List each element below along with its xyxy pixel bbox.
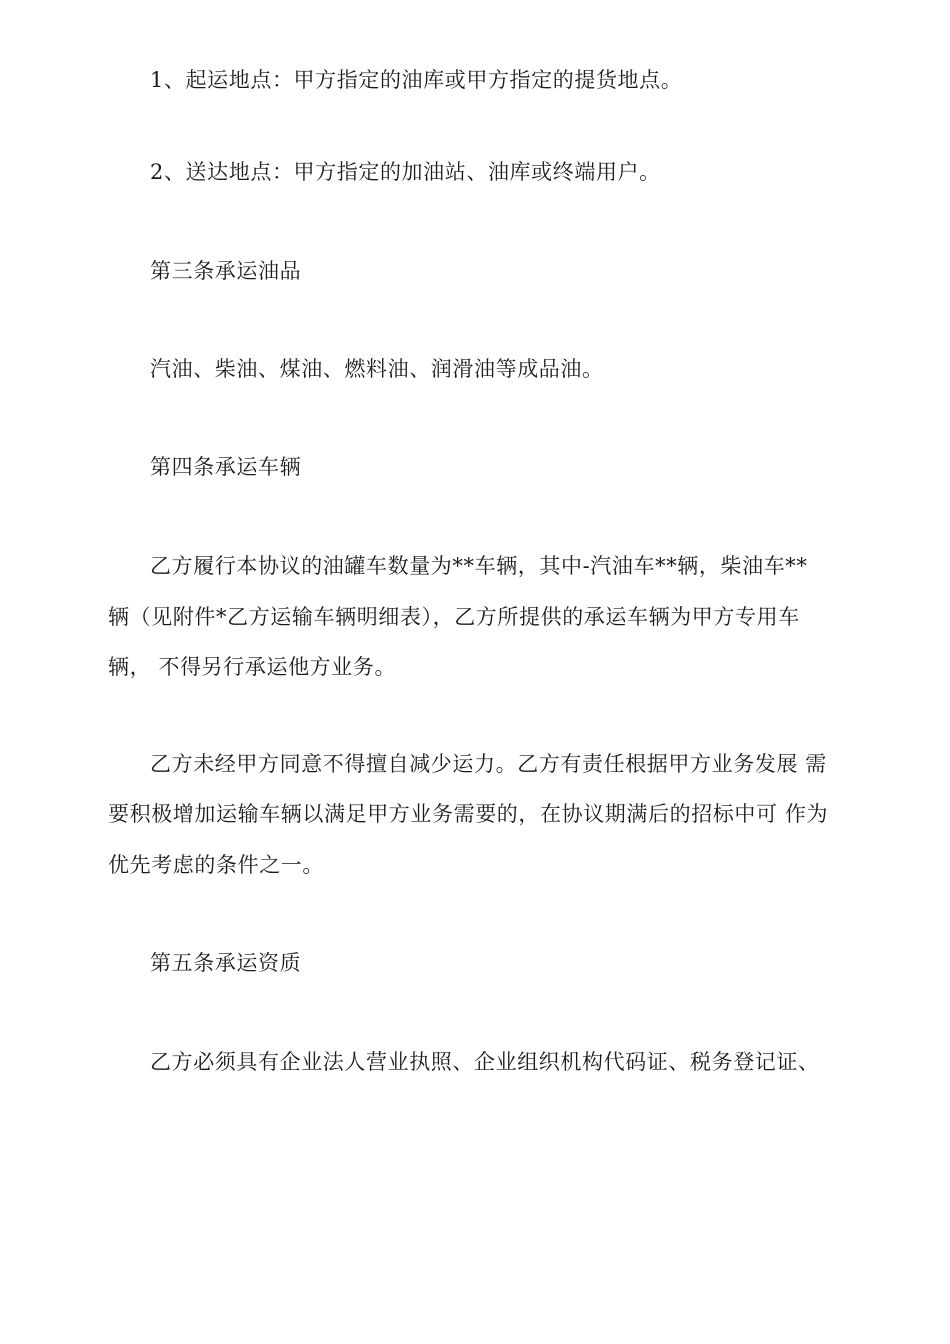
article-4-heading: 第四条承运车辆	[150, 455, 302, 479]
article-5-heading: 第五条承运资质	[150, 951, 302, 975]
article-5-body-line-1: 乙方必须具有企业法人营业执照、企业组织机构代码证、税务登记证、	[150, 1050, 820, 1074]
article-4-paragraph-2-line-3: 优先考虑的条件之一。	[108, 853, 324, 877]
article-4-paragraph-1-line-2: 辆（见附件*乙方运输车辆明细表），乙方所提供的承运车辆为甲方专用车	[108, 605, 800, 629]
clause-origin-location: 1、起运地点：甲方指定的油库或甲方指定的提货地点。	[150, 68, 683, 92]
article-4-paragraph-1-line-1: 乙方履行本协议的油罐车数量为**车辆，其中-汽油车**辆，柴油车**	[150, 554, 808, 578]
clause-destination-location: 2、送达地点：甲方指定的加油站、油库或终端用户。	[150, 160, 661, 184]
article-4-paragraph-1-line-3: 辆， 不得另行承运他方业务。	[108, 655, 397, 679]
article-3-heading: 第三条承运油品	[150, 259, 302, 283]
article-4-paragraph-2-line-1: 乙方未经甲方同意不得擅自减少运力。乙方有责任根据甲方业务发展 需	[150, 752, 827, 776]
article-3-body: 汽油、柴油、煤油、燃料油、润滑油等成品油。	[150, 357, 604, 381]
article-4-paragraph-2-line-2: 要积极增加运输车辆以满足甲方业务需要的，在协议期满后的招标中可 作为	[108, 802, 829, 826]
